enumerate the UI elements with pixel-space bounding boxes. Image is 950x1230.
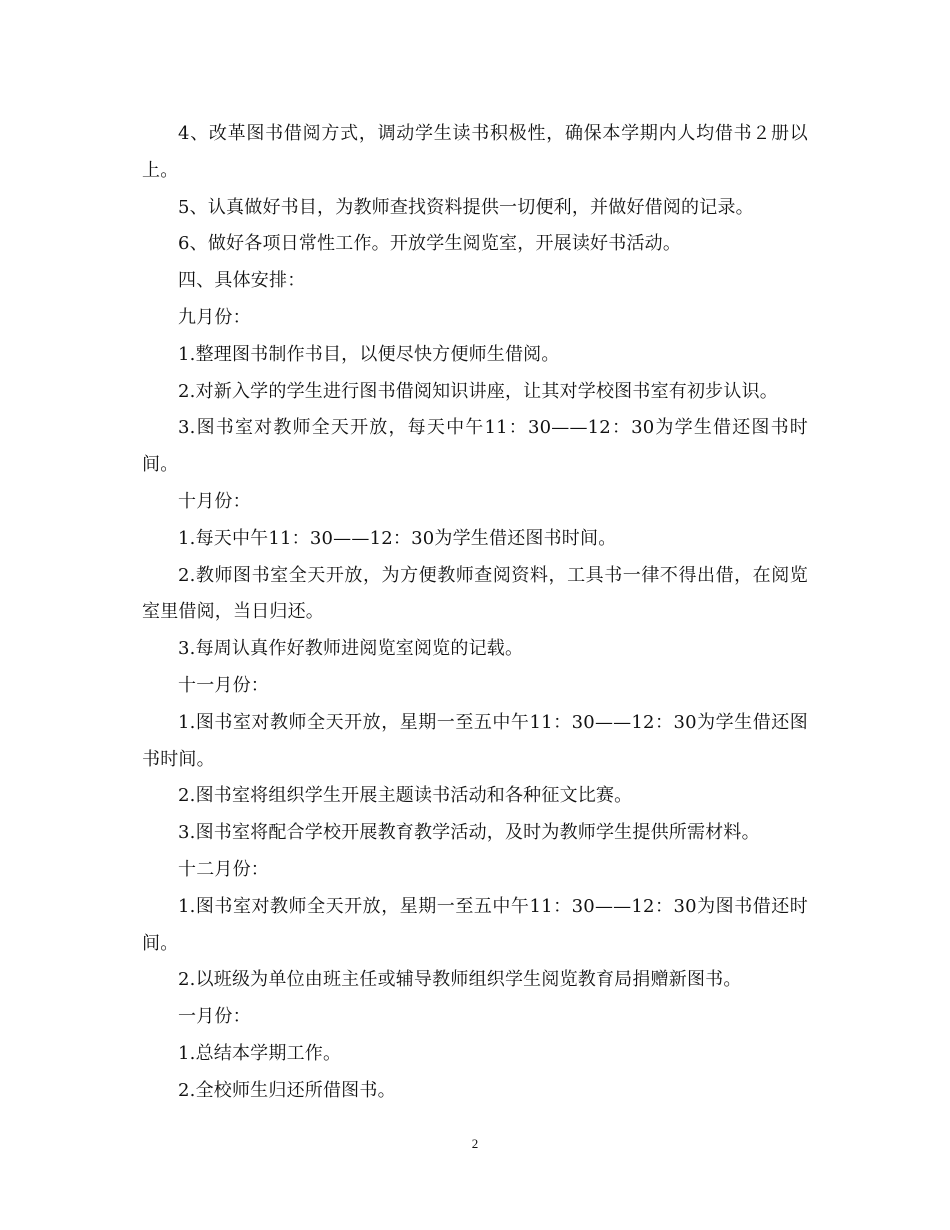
november-item-3: 3.图书室将配合学校开展教育教学活动，及时为教师学生提供所需材料。 — [178, 822, 760, 844]
month-heading-september: 九月份： — [178, 306, 251, 328]
month-heading-december: 十二月份： — [178, 858, 269, 880]
october-item-3: 3.每周认真作好教师进阅览室阅览的记载。 — [178, 638, 524, 660]
month-heading-october: 十月份： — [178, 490, 251, 512]
december-item-2: 2.以班级为单位由班主任或辅导教师组织学生阅览教育局捐赠新图书。 — [178, 969, 742, 991]
november-item-2: 2.图书室将组织学生开展主题读书活动和各种征文比赛。 — [178, 785, 633, 807]
september-item-3: 3.图书室对教师全天开放，每天中午11：30——12：30为学生借还图书时间。 — [142, 417, 808, 476]
section-heading-schedule: 四、具体安排： — [178, 270, 306, 292]
paragraph-item-4: 4、改革图书借阅方式，调动学生读书积极性，确保本学期内人均借书２册以上。 — [142, 123, 808, 181]
paragraph-item-5: 5、认真做好书目，为教师查找资料提供一切便利，并做好借阅的记录。 — [178, 196, 754, 218]
month-heading-november: 十一月份： — [178, 674, 269, 696]
october-item-2: 2.教师图书室全天开放，为方便教师查阅资料，工具书一律不得出借，在阅览室里借阅，当日归还。 — [142, 564, 808, 623]
page-number: 2 — [471, 1136, 479, 1151]
december-item-1: 1.图书室对教师全天开放，星期一至五中午11：30——12：30为图书借还时间。 — [142, 895, 808, 954]
september-item-2: 2.对新入学的学生进行图书借阅知识讲座，让其对学校图书室有初步认识。 — [178, 380, 778, 402]
january-item-1: 1.总结本学期工作。 — [178, 1042, 342, 1064]
january-item-2: 2.全校师生归还所借图书。 — [178, 1079, 396, 1101]
month-heading-january: 一月份： — [178, 1006, 251, 1028]
document-body — [142, 116, 808, 1110]
october-item-1: 1.每天中午11：30——12：30为学生借还图书时间。 — [178, 527, 617, 549]
september-item-1: 1.整理图书制作书目，以便尽快方便师生借阅。 — [178, 343, 560, 365]
paragraph-item-6: 6、做好各项日常性工作。开放学生阅览室，开展读好书活动。 — [178, 233, 682, 255]
november-item-1: 1.图书室对教师全天开放，星期一至五中午11：30——12：30为学生借还图书时间。 — [142, 711, 808, 770]
